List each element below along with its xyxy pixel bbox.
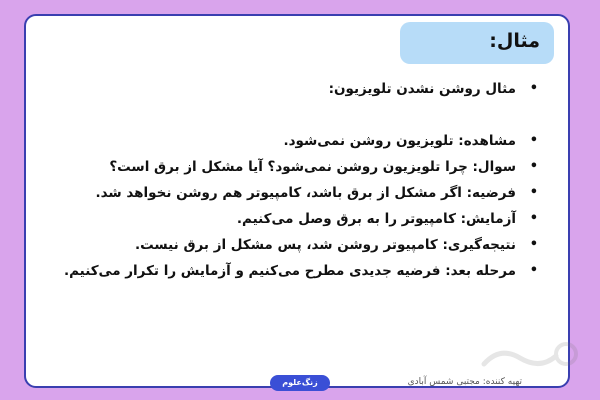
list-item	[58, 210, 538, 228]
bullet-icon: •	[529, 211, 538, 226]
slide-panel	[24, 14, 570, 388]
bullet-icon: •	[529, 185, 538, 200]
bullet-icon: •	[529, 159, 538, 174]
bullet-icon: •	[529, 133, 538, 148]
list-item-text: مثال روشن نشدن تلویزیون:	[328, 81, 516, 97]
bullet-list	[58, 80, 538, 288]
bullet-icon: •	[529, 81, 538, 96]
list-item-text: نتیجه‌گیری: کامپیوتر روشن شد، پس مشکل از برق نیست.	[135, 237, 516, 253]
list-item-text: مرحله بعد: فرضیه جدیدی مطرح می‌کنیم و آزمایش را تکرار می‌کنیم.	[63, 263, 516, 279]
list-item-text: فرضیه: اگر مشکل از برق باشد، کامپیوتر هم روشن نخواهد شد.	[95, 185, 516, 201]
author-credit: تهیه کننده: مجتبی شمس آبادی	[407, 377, 522, 387]
title-box	[400, 22, 554, 64]
zang-olum-button[interactable]: زنگ‌علوم	[270, 375, 330, 391]
bullet-icon: •	[529, 237, 538, 252]
list-item	[58, 184, 538, 202]
list-item	[58, 236, 538, 254]
list-item	[58, 132, 538, 150]
list-item	[58, 80, 538, 98]
slide-title: مثال:	[489, 30, 540, 52]
list-item-text: آزمایش: کامپیوتر را به برق وصل می‌کنیم.	[236, 211, 516, 227]
watermark-logo-icon	[480, 340, 580, 374]
list-item-text: مشاهده: تلویزیون روشن نمی‌شود.	[283, 133, 516, 149]
list-item	[58, 262, 538, 280]
list-item	[58, 158, 538, 176]
list-item-text: سوال: چرا تلویزیون روشن نمی‌شود؟ آیا مشکل از برق است؟	[109, 159, 516, 175]
bullet-icon: •	[529, 263, 538, 278]
